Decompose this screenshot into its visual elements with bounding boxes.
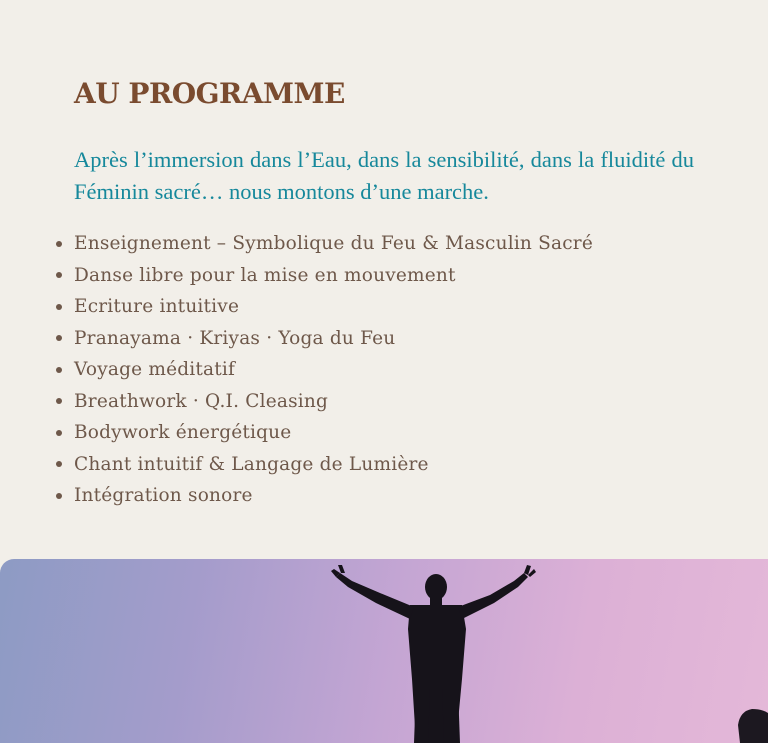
bullet-icon [56,335,62,341]
list-item-label: Voyage méditatif [74,359,236,381]
list-item-label: Chant intuitif & Langage de Lumière [74,453,429,475]
list-item [56,449,676,481]
intro-paragraph: Après l’immersion dans l’Eau, dans la sensibilité, dans la fluidité du Féminin sacré… nous montons d’une marche. [74,147,694,204]
list-item-label: Pranayama · Kriyas · Yoga du Feu [74,327,396,349]
bullet-icon [56,367,62,373]
list-item [56,480,676,512]
section-title: AU PROGRAMME [74,77,345,110]
program-list [56,228,676,512]
bullet-icon [56,461,62,467]
list-item [56,228,676,260]
bullet-icon [56,241,62,247]
list-item [56,291,676,323]
list-item-label: Intégration sonore [74,485,253,507]
bullet-icon [56,398,62,404]
list-item [56,417,676,449]
bullet-icon [56,272,62,278]
person-silhouette-image [0,559,768,743]
list-item-label: Bodywork énergétique [74,422,292,444]
list-item [56,260,676,292]
bullet-icon [56,304,62,310]
list-item [56,323,676,355]
program-section [74,72,694,512]
list-item [56,386,676,418]
bullet-icon [56,430,62,436]
hero-photo [0,559,768,743]
list-item-label: Ecriture intuitive [74,296,240,318]
list-item-label: Enseignement – Symbolique du Feu & Masculin Sacré [74,233,593,255]
list-item-label: Breathwork · Q.I. Cleasing [74,390,329,412]
list-item-label: Danse libre pour la mise en mouvement [74,264,456,286]
bullet-icon [56,493,62,499]
list-item [56,354,676,386]
